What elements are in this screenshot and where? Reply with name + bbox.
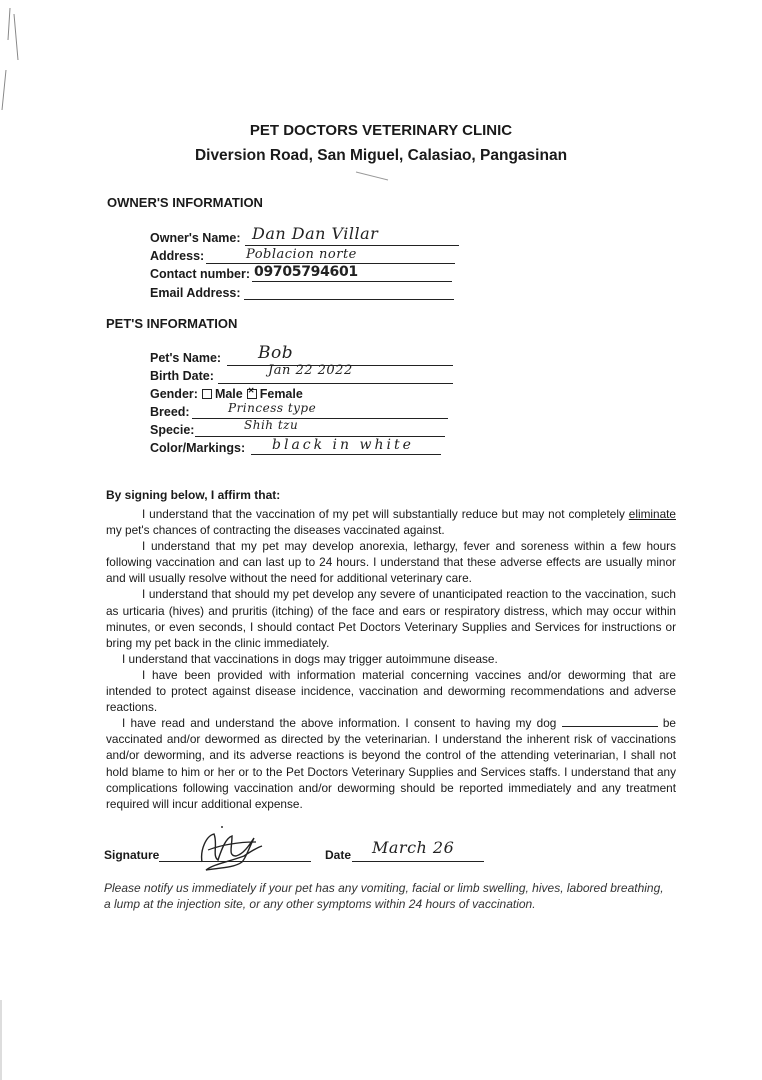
date-line bbox=[352, 861, 484, 862]
consent-paragraph-5: I have been provided with information material concerning vaccines and/or deworming that are intended to protect against disease incidence, vaccination and deworming recommendations and adverse reactions. bbox=[106, 667, 676, 715]
birth-date-line bbox=[218, 383, 453, 384]
specie-value[interactable]: Shih tzu bbox=[244, 418, 299, 432]
consent-paragraph-6: I have read and understand the above information. I consent to having my dog be vaccinated and/or dewormed as directed by the veterinarian. I understand the inherent risk of vaccinations and/or deworming, and its adverse reactions is beyond the control of the attending veterinarian, I shall not hold blame to him or her or to the Pet Doctors Veterinary Supplies and Services staffs. I understand that any complications following vaccination and/or deworming should be reported immediately and any treatment required will incur additional expense. bbox=[106, 716, 676, 811]
aftercare-note: Please notify us immediately if your pet has any vomiting, facial or limb swelling, hives, labored breathing, a lump at the injection site, or any other symptoms within 24 hours of vaccination. bbox=[104, 881, 664, 911]
pet-section-title: PET'S INFORMATION bbox=[106, 316, 238, 331]
date-value[interactable]: March 26 bbox=[372, 838, 455, 857]
breed-value[interactable]: Princess type bbox=[228, 401, 317, 415]
gender-label: Gender: bbox=[150, 387, 198, 401]
color-line bbox=[251, 454, 441, 455]
birth-date-label: Birth Date: bbox=[150, 369, 214, 383]
consent-paragraph-1: I understand that the vaccination of my pet will substantially reduce but may not completely eliminate my pet's chances of contracting the diseases vaccinated against. bbox=[106, 507, 676, 538]
color-label: Color/Markings: bbox=[150, 441, 246, 455]
consent-body bbox=[106, 506, 676, 812]
pet-name-value[interactable]: Bob bbox=[258, 343, 294, 363]
consent-heading: By signing below, I affirm that: bbox=[106, 488, 281, 502]
owner-name-value[interactable]: Dan Dan Villar bbox=[252, 224, 379, 243]
specie-label: Specie: bbox=[150, 423, 195, 437]
signature-drawing[interactable] bbox=[188, 822, 268, 878]
pet-name-label: Pet's Name: bbox=[150, 351, 222, 365]
gender-male-label: Male bbox=[214, 387, 243, 401]
contact-line bbox=[252, 281, 452, 282]
date-label: Date bbox=[325, 848, 352, 862]
clinic-name: PET DOCTORS VETERINARY CLINIC bbox=[249, 122, 513, 139]
consent-paragraph-3: I understand that should my pet develop any severe of unanticipated reaction to the vaccination, such as urticaria (hives) and pruritis (itching) of the face and ears or respiratory distress, which may occur within minutes, or even seconds, I should contact Pet Doctors Veterinary Supplies and Services for instructions or bring my pet back in the clinic immediately. bbox=[106, 587, 676, 650]
clinic-address: Diversion Road, San Miguel, Calasiao, Pangasinan bbox=[194, 147, 568, 164]
dog-name-blank[interactable] bbox=[562, 715, 658, 727]
address-value[interactable]: Poblacion norte bbox=[246, 247, 357, 262]
signature-label: Signature bbox=[104, 848, 160, 862]
owner-name-line bbox=[245, 245, 459, 246]
breed-line bbox=[192, 418, 448, 419]
gender-male-checkbox[interactable] bbox=[202, 389, 212, 399]
gender-female-checkbox[interactable] bbox=[247, 389, 257, 399]
consent-paragraph-2: I understand that my pet may develop anorexia, lethargy, fever and soreness within a few hours following vaccination and can last up to 24 hours. I understand that these adverse effects are usually minor and will usually resolve without the need for additional veterinary care. bbox=[106, 539, 676, 586]
gender-female-label: Female bbox=[259, 387, 303, 401]
consent-paragraph-4: I understand that vaccinations in dogs may trigger autoimmune disease. bbox=[122, 651, 498, 666]
owner-name-label: Owner's Name: bbox=[150, 231, 241, 245]
address-label: Address: bbox=[150, 249, 205, 263]
gender-row bbox=[150, 387, 303, 401]
owner-section-title: OWNER'S INFORMATION bbox=[107, 195, 263, 210]
email-line bbox=[244, 299, 454, 300]
contact-value[interactable]: 09705794601 bbox=[254, 264, 358, 280]
breed-label: Breed: bbox=[150, 405, 190, 419]
email-label: Email Address: bbox=[150, 286, 241, 300]
birth-date-value[interactable]: Jan 22 2022 bbox=[268, 363, 353, 378]
contact-label: Contact number: bbox=[150, 267, 250, 281]
color-value[interactable]: black in white bbox=[272, 437, 414, 453]
